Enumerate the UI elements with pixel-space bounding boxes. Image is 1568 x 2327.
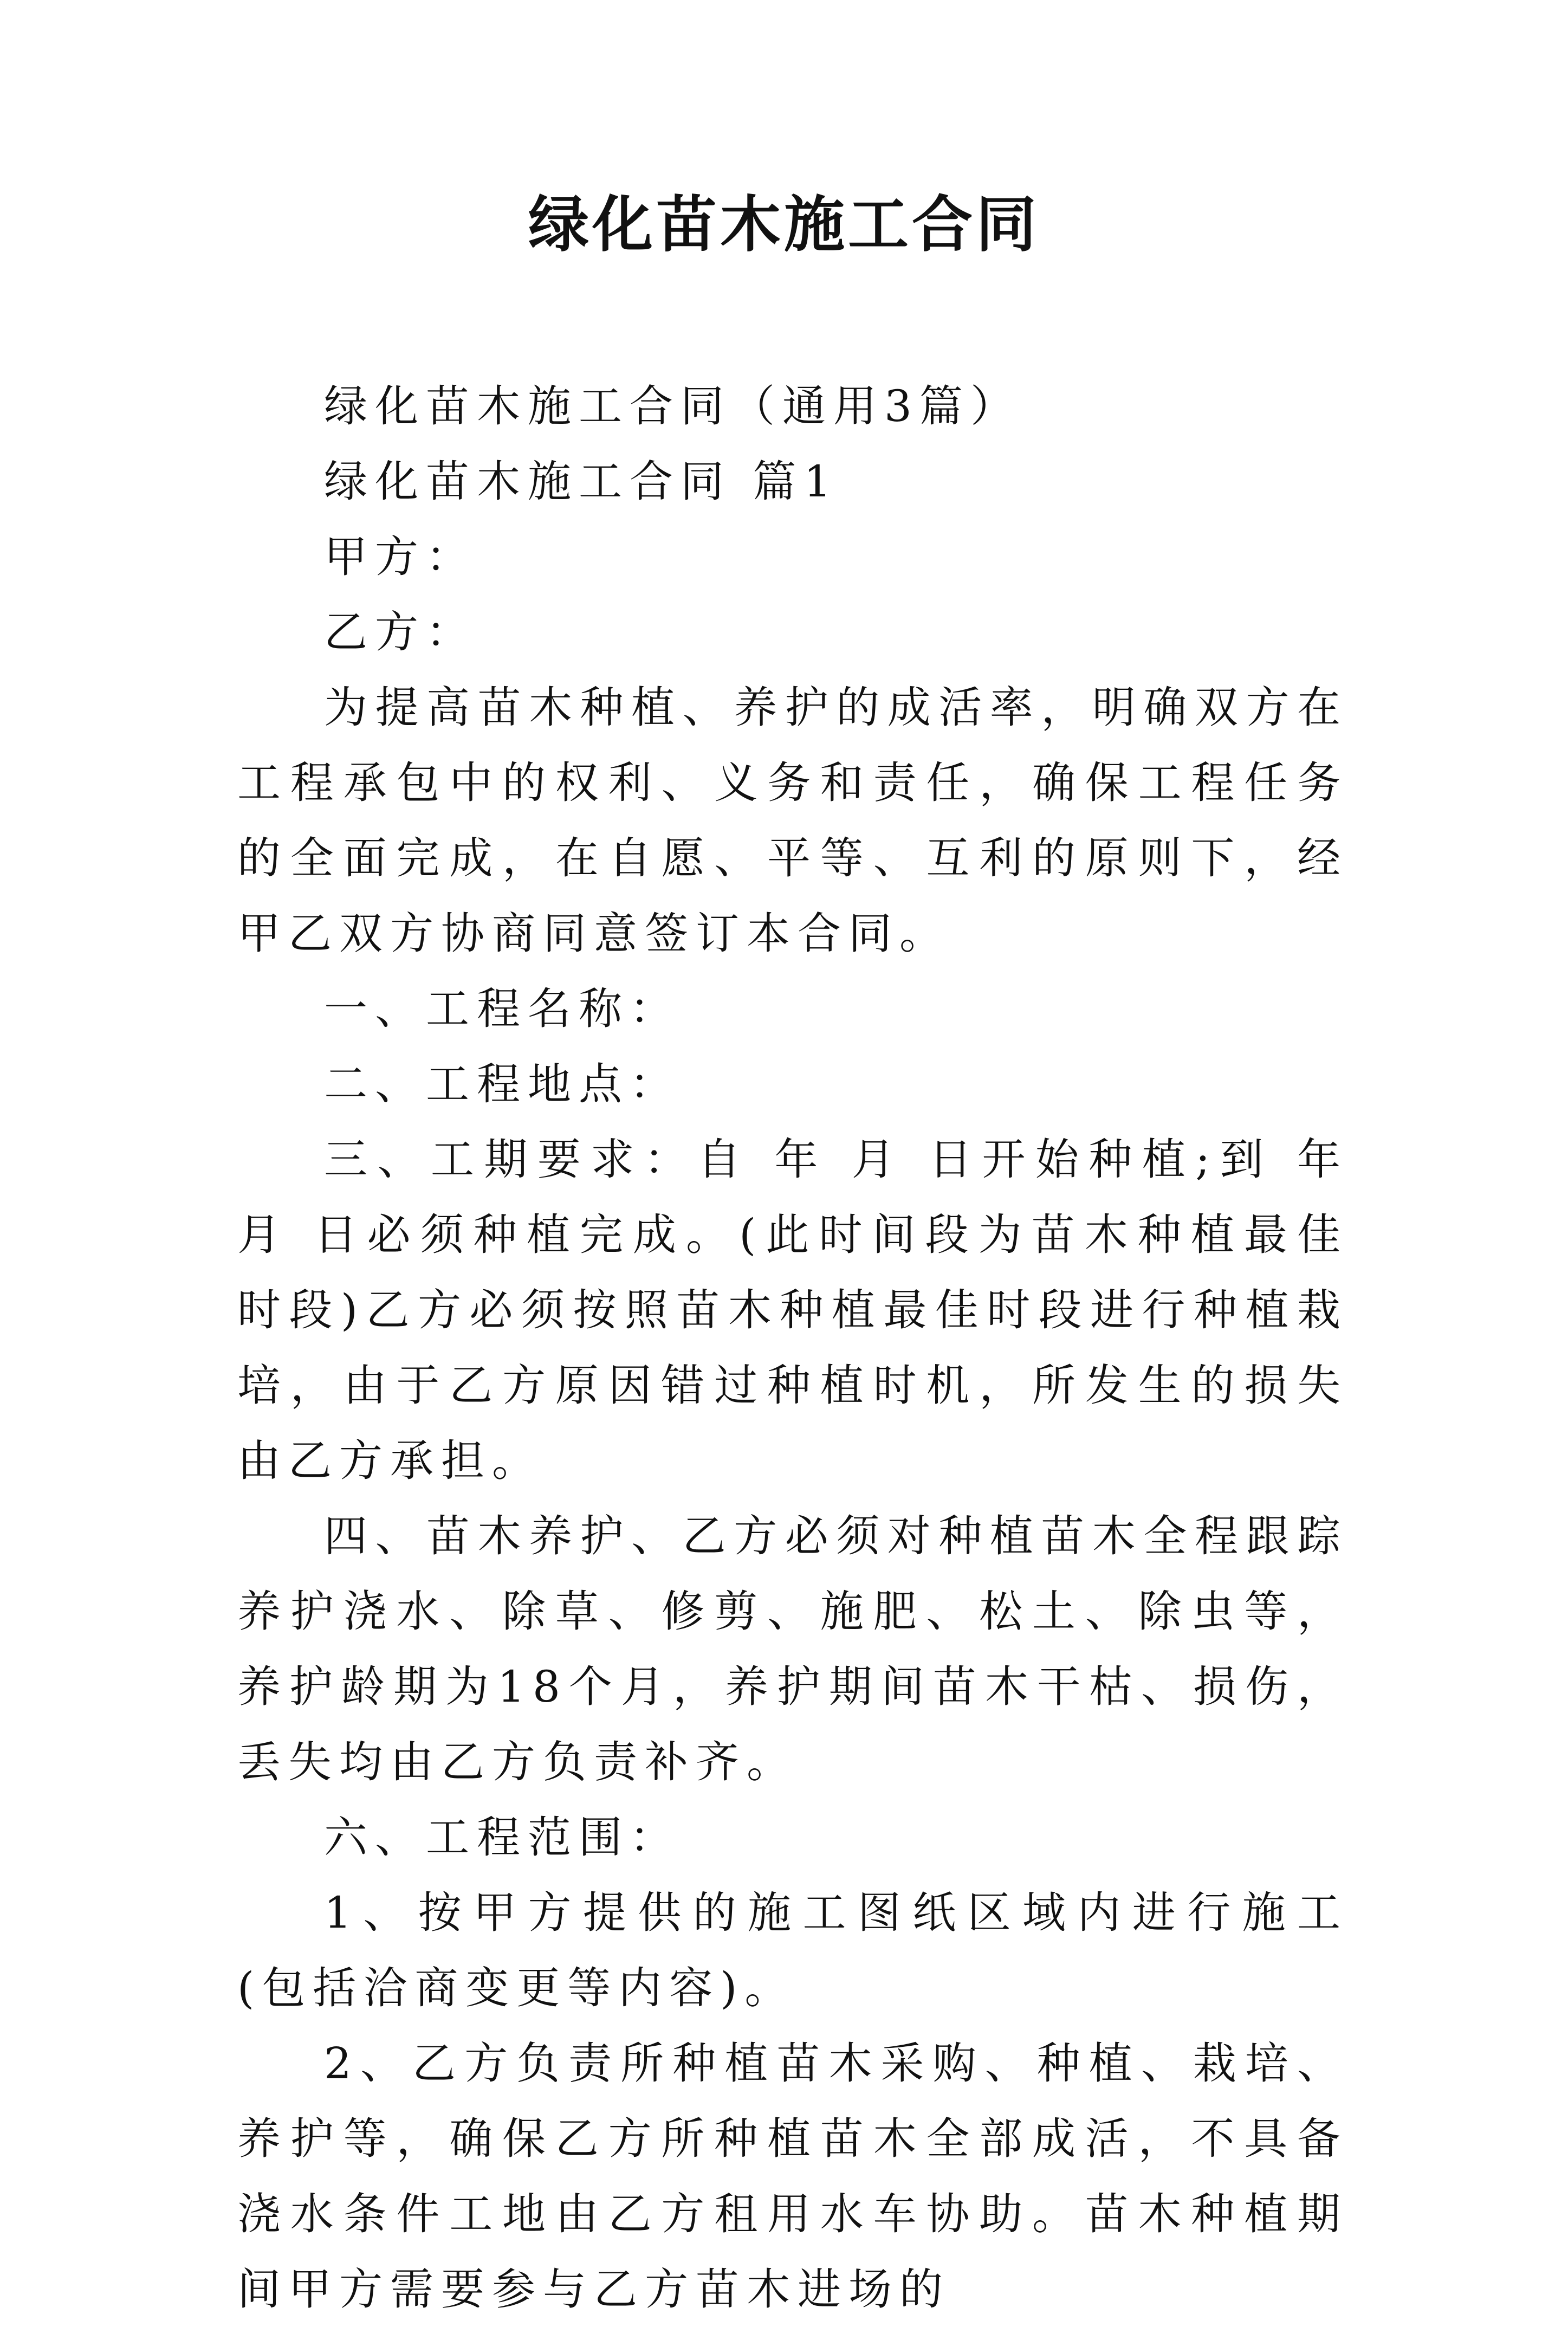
clause-project-name: 一、工程名称： <box>324 984 681 1034</box>
section-heading: 绿化苗木施工合同 篇1 <box>324 456 839 507</box>
party-a-line: 甲方： <box>324 532 477 582</box>
document-title: 绿化苗木施工合同 <box>528 189 1040 260</box>
party-b-line: 乙方： <box>324 607 477 657</box>
clause-schedule: 三、工期要求：自 年 月 日开始种植;到 年 月 日必须种植完成。(此时间段为苗木种植最佳时段)乙方必须按照苗木种植最佳时段进行种植栽培，由于乙方原因错过种植时机，所发生的损失由乙方承担。 <box>237 1134 1348 1486</box>
clause-project-location: 二、工程地点： <box>324 1059 681 1109</box>
preamble-paragraph: 为提高苗木种植、养护的成活率，明确双方在工程承包中的权利、义务和责任，确保工程任务的全面完成，在自愿、平等、互利的原则下，经甲乙双方协商同意签订本合同。 <box>237 682 1348 959</box>
document-body <box>237 369 1348 2327</box>
clause-scope-item-1: 1、按甲方提供的施工图纸区域内进行施工(包括洽商变更等内容)。 <box>237 1888 1348 2013</box>
clause-maintenance: 四、苗木养护、乙方必须对种植苗木全程跟踪养护浇水、除草、修剪、施肥、松土、除虫等，养护龄期为18个月，养护期间苗木干枯、损伤，丢失均由乙方负责补齐。 <box>237 1511 1348 1787</box>
clause-scope-heading: 六、工程范围： <box>324 1812 681 1863</box>
doc-subtitle: 绿化苗木施工合同（通用3篇） <box>324 381 1021 431</box>
clause-scope-item-2: 2、乙方负责所种植苗木采购、种植、栽培、养护等，确保乙方所种植苗木全部成活，不具备浇水条件工地由乙方租用水车协助。苗木种植期间甲方需要参与乙方苗木进场的 <box>237 2038 1348 2315</box>
